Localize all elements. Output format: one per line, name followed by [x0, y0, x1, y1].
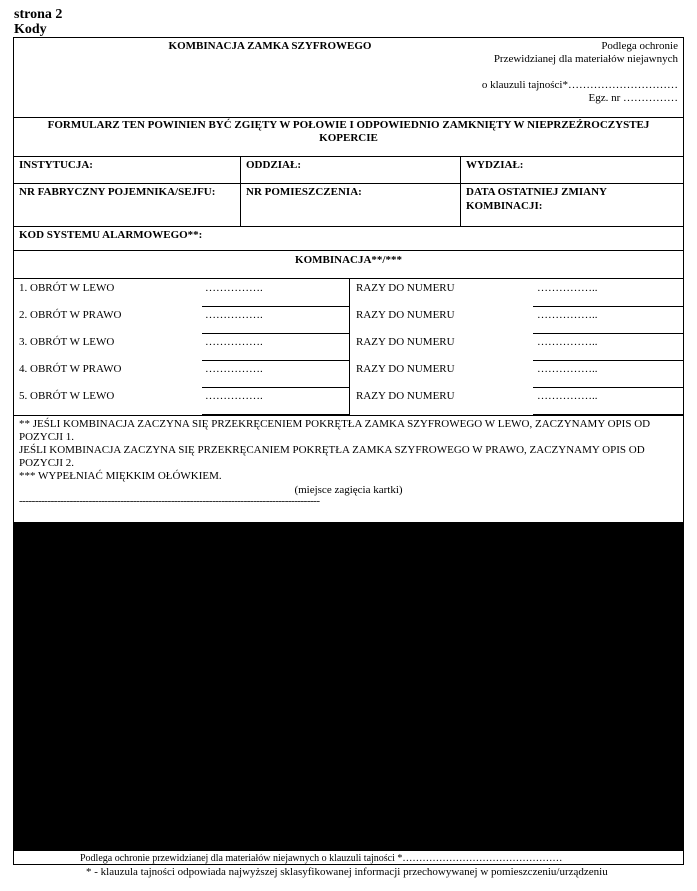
entry-underline: [533, 360, 684, 361]
divider: [13, 850, 684, 851]
turn-label: 3. OBRÓT W LEWO: [19, 336, 115, 348]
entry-underline: [533, 306, 684, 307]
turn-label: 2. OBRÓT W PRAWO: [19, 309, 122, 321]
divider: [349, 278, 350, 415]
page-number: strona 2: [14, 7, 63, 22]
klauzula-field: o klauzuli tajności*…………………………: [481, 79, 678, 91]
note-left-start: ** JEŚLI KOMBINACJA ZACZYNA SIĘ PRZEKRĘCENIEM POKRĘTŁA ZAMKA SZYFROWEGO W LEWO, ZACZYNAMY OPIS OD POZYCJI 1.: [19, 418, 651, 443]
footer-protect: Podlega ochronie przewidzianej dla materiałów niejawnych o klauzuli tajności *…………………………………………: [80, 853, 563, 864]
razy-label: RAZY DO NUMERU: [356, 363, 455, 375]
divider: [13, 415, 684, 416]
entry-underline: [533, 387, 684, 388]
turn-label: 4. OBRÓT W PRAWO: [19, 363, 122, 375]
razy-label: RAZY DO NUMERU: [356, 390, 455, 402]
entry-underline: [202, 360, 349, 361]
nr-fabryczny-label: NR FABRYCZNY POJEMNIKA/SEJFU:: [19, 186, 216, 198]
protect-line-2: Przewidzianej dla materiałów niejawnych: [493, 53, 678, 65]
note-right-start: JEŚLI KOMBINACJA ZACZYNA SIĘ PRZEKRĘCANIEM POKRĘTŁA ZAMKA SZYFROWEGO W PRAWO, ZACZYNAMY OPIS OD POZYCJI 2.: [19, 444, 645, 469]
data-zmiany-label-1: DATA OSTATNIEJ ZMIANY: [466, 186, 607, 198]
turn-count-field: …………….: [205, 363, 263, 375]
kombinacja-title: KOMBINACJA**/***: [295, 254, 402, 266]
oddzial-label: ODDZIAŁ:: [246, 159, 302, 171]
turn-label: 1. OBRÓT W LEWO: [19, 282, 115, 294]
fold-instruction: FORMULARZ TEN POWINIEN BYĆ ZGIĘTY W POŁOWIE I ODPOWIEDNIO ZAMKNIĘTY W NIEPRZEŹROCZYSTEJ KOPERCIE: [47, 119, 650, 144]
entry-underline: [202, 387, 349, 388]
razy-label: RAZY DO NUMERU: [356, 282, 455, 294]
entry-underline: [533, 333, 684, 334]
target-number-field: ……………..: [537, 282, 598, 294]
divider: [240, 156, 241, 226]
redacted-area: [13, 522, 684, 850]
divider: [460, 156, 461, 226]
razy-label: RAZY DO NUMERU: [356, 336, 455, 348]
divider: [13, 183, 684, 184]
data-zmiany-label-2: KOMBINACJI:: [466, 200, 543, 212]
entry-underline: [202, 333, 349, 334]
wydzial-label: WYDZIAŁ:: [466, 159, 524, 171]
instytucja-label: INSTYTUCJA:: [19, 159, 93, 171]
entry-underline: [202, 306, 349, 307]
divider: [13, 156, 684, 157]
divider: [13, 226, 684, 227]
footer-klauzula-note: * - klauzula tajności odpowiada najwyższej sklasyfikowanej informacji przechowywanej w pomieszczeniu/urządzeniu: [86, 866, 608, 878]
turn-label: 5. OBRÓT W LEWO: [19, 390, 115, 402]
kod-alarm-label: KOD SYSTEMU ALARMOWEGO**:: [19, 229, 203, 241]
egz-field: Egz. nr ……………: [588, 92, 678, 104]
protect-line-1: Podlega ochronie: [601, 40, 678, 52]
turn-count-field: …………….: [205, 282, 263, 294]
turn-count-field: …………….: [205, 336, 263, 348]
razy-label: RAZY DO NUMERU: [356, 309, 455, 321]
form-title: KOMBINACJA ZAMKA SZYFROWEGO: [168, 40, 372, 52]
divider: [13, 250, 684, 251]
target-number-field: ……………..: [537, 363, 598, 375]
divider: [13, 117, 684, 118]
fold-line: -----------------------------------------------------------------------------------------------: [19, 495, 320, 507]
target-number-field: ……………..: [537, 336, 598, 348]
target-number-field: ……………..: [537, 309, 598, 321]
target-number-field: ……………..: [537, 390, 598, 402]
turn-count-field: …………….: [205, 309, 263, 321]
section-title: Kody: [14, 22, 47, 37]
turn-count-field: …………….: [205, 390, 263, 402]
fold-line-label: (miejsce zagięcia kartki): [294, 484, 403, 496]
note-pencil: *** WYPEŁNIAĆ MIĘKKIM OŁÓWKIEM.: [19, 470, 222, 482]
nr-pomieszczenia-label: NR POMIESZCZENIA:: [246, 186, 362, 198]
